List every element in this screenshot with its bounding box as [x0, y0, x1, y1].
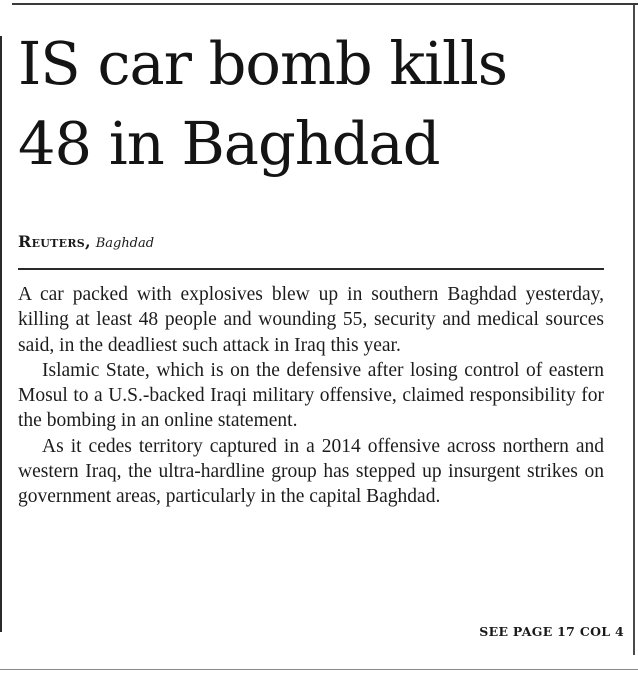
- byline: [18, 232, 154, 254]
- headline-line-1: IS car bomb kills: [18, 29, 508, 98]
- byline-separator: [18, 268, 604, 270]
- article-paragraph: As it cedes territory captured in a 2014 offensive across northern and western Iraq, the ultra-hardline group has stepped up insurgent strikes on government areas, particularly in the capital Baghdad.: [18, 435, 604, 508]
- top-border: [12, 3, 638, 5]
- article-paragraph: A car packed with explosives blew up in southern Baghdad yesterday, killing at least 48 people and wounding 55, security and medical sources said, in the deadliest such attack in Iraq this year.: [18, 284, 604, 356]
- bottom-border: [0, 669, 638, 670]
- article-paragraph: Islamic State, which is on the defensive after losing control of eastern Mosul to a U.S.-backed Iraqi military offensive, claimed responsibility for the bombing in an online statement.: [18, 359, 604, 432]
- right-border: [633, 5, 635, 655]
- headline-line-2: 48 in Baghdad: [18, 109, 440, 178]
- headline: [18, 24, 618, 184]
- article-body: [18, 282, 604, 510]
- byline-agency: Reuters,: [18, 232, 91, 251]
- continued-on-page: SEE PAGE 17 COL 4: [479, 624, 624, 639]
- left-border: [0, 36, 2, 632]
- byline-location: Baghdad: [95, 236, 155, 251]
